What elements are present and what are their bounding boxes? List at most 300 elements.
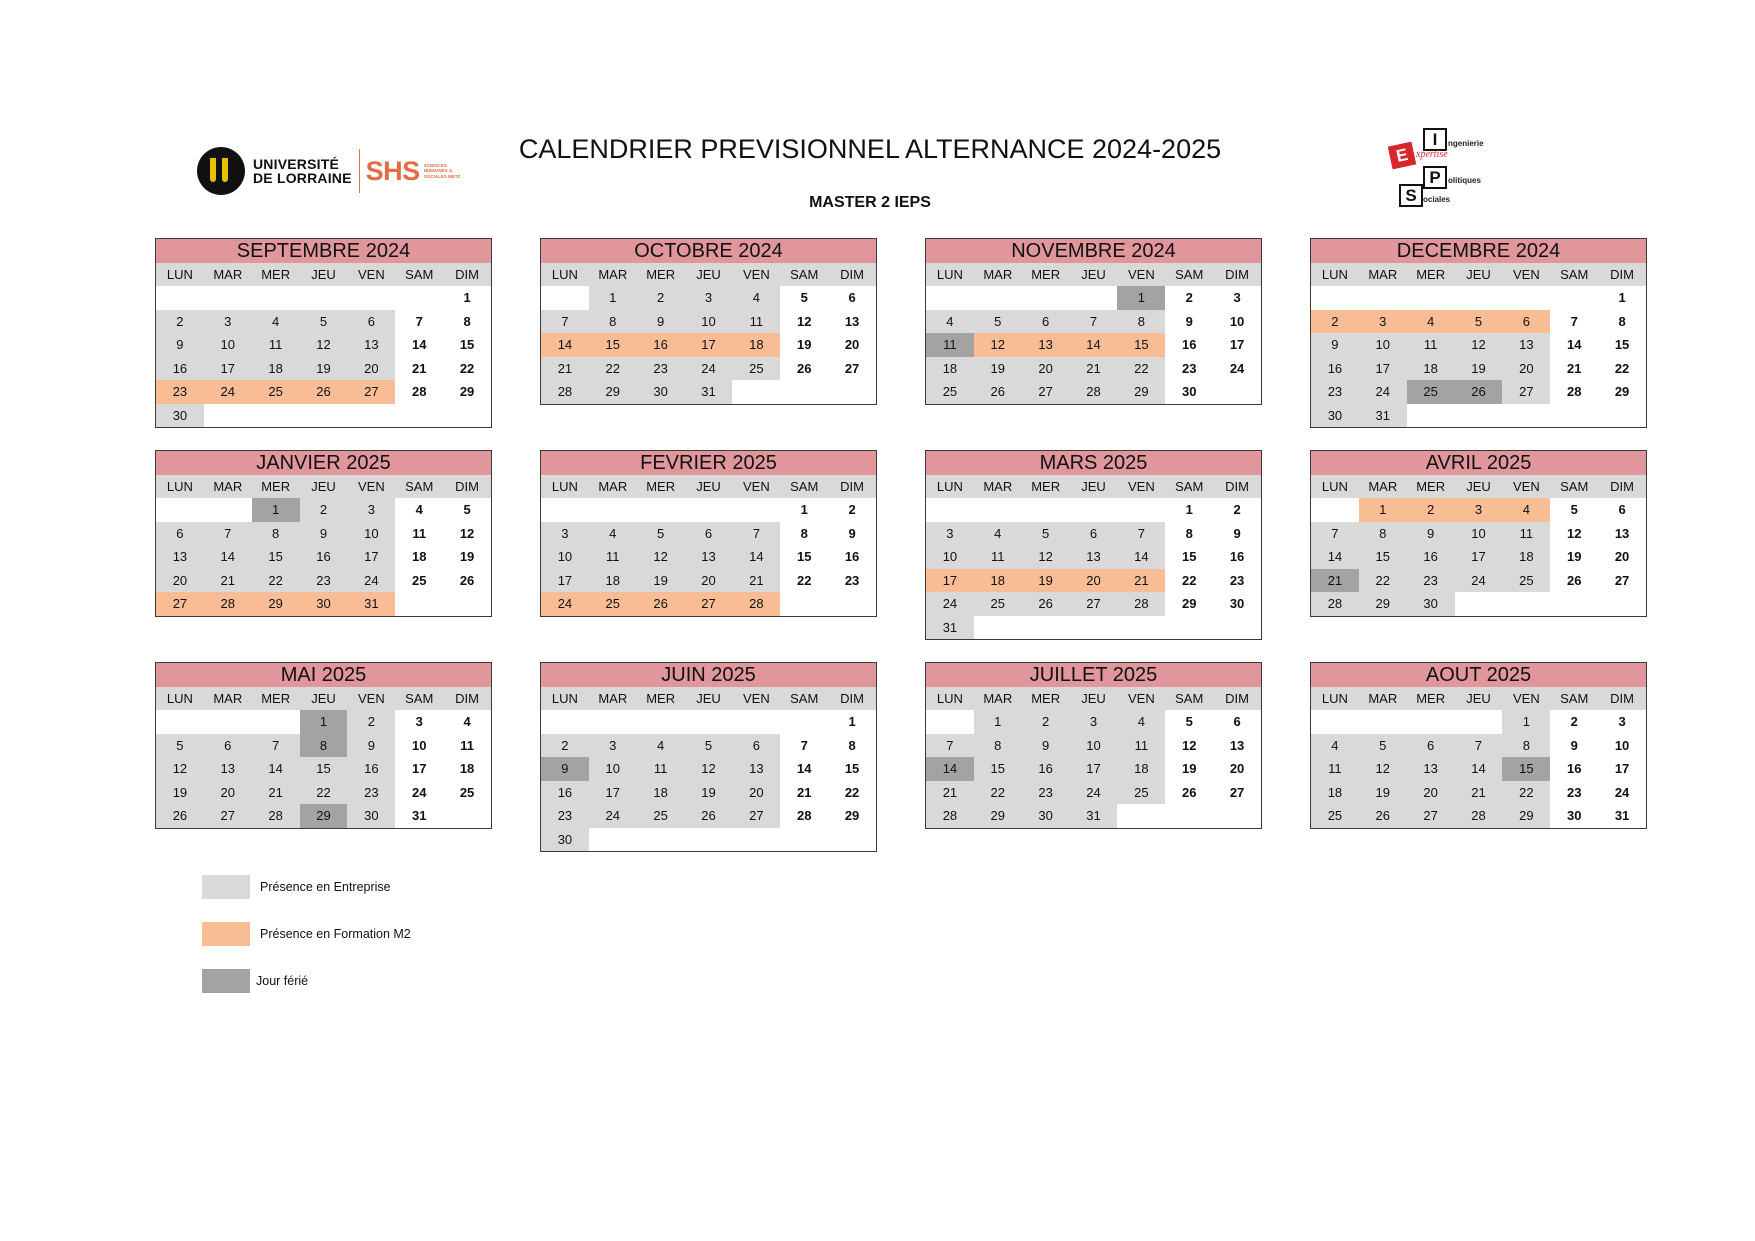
day-cell: 3 xyxy=(347,498,395,522)
weekday-label: VEN xyxy=(1512,267,1540,282)
day-cell: 29 xyxy=(844,808,860,823)
day-cell: 13 xyxy=(156,545,204,569)
day-cell: 24 xyxy=(1614,784,1630,800)
weekday-label: VEN xyxy=(1127,691,1155,706)
day-cell: 10 xyxy=(926,545,974,569)
day-cell: 20 xyxy=(1407,781,1455,805)
weekday-label: MER xyxy=(1031,691,1061,706)
day-cell: 30 xyxy=(541,828,589,852)
day-cell: 26 xyxy=(300,380,348,404)
day-cell: 23 xyxy=(156,380,204,404)
day-cell: 13 xyxy=(732,757,780,781)
month-calendar xyxy=(925,238,1262,405)
day-cell: 14 xyxy=(1070,333,1118,357)
day-cell: 8 xyxy=(1618,313,1626,329)
day-cell: 14 xyxy=(204,545,252,569)
day-cell: 4 xyxy=(637,734,685,758)
weekday-label: JEU xyxy=(696,267,721,282)
day-cell: 26 xyxy=(1359,804,1407,828)
day-cell: 18 xyxy=(1311,781,1359,805)
day-cell: 4 xyxy=(252,310,300,334)
day-cell: 24 xyxy=(411,784,427,800)
weekday-label: JEU xyxy=(311,479,336,494)
day-cell: 26 xyxy=(1566,572,1582,588)
empty-cell xyxy=(1070,286,1118,310)
empty-cell xyxy=(1022,286,1070,310)
day-cell: 15 xyxy=(589,333,637,357)
month-title: OCTOBRE 2024 xyxy=(540,238,877,263)
day-cell: 15 xyxy=(1614,337,1630,352)
day-cell: 5 xyxy=(1570,502,1578,517)
day-cell: 28 xyxy=(1117,592,1165,616)
ieps-logo xyxy=(1390,128,1510,208)
day-cell: 15 xyxy=(459,337,475,352)
empty-cell xyxy=(1455,710,1503,734)
day-cell: 15 xyxy=(796,549,812,564)
day-cell: 6 xyxy=(1618,502,1626,517)
ieps-word-s: ociales xyxy=(1423,195,1451,204)
day-cell: 5 xyxy=(800,290,808,305)
day-cell: 20 xyxy=(1070,569,1118,593)
day-cell: 23 xyxy=(1311,380,1359,404)
day-cell: 19 xyxy=(796,337,812,352)
day-cell: 11 xyxy=(589,545,637,569)
day-cell: 18 xyxy=(411,549,427,564)
day-cell: 12 xyxy=(974,333,1022,357)
day-cell: 25 xyxy=(1407,380,1455,404)
day-cell: 24 xyxy=(204,380,252,404)
day-cell: 18 xyxy=(974,569,1022,593)
weekday-label: MAR xyxy=(598,691,628,706)
day-cell: 13 xyxy=(1614,525,1630,541)
empty-cell xyxy=(780,710,828,734)
day-grid xyxy=(926,286,1261,404)
day-cell: 24 xyxy=(347,569,395,593)
empty-cell xyxy=(300,286,348,310)
day-cell: 30 xyxy=(1407,592,1455,616)
day-cell: 4 xyxy=(463,714,471,729)
day-cell: 30 xyxy=(1566,808,1582,823)
day-cell: 26 xyxy=(974,380,1022,404)
day-cell: 22 xyxy=(974,781,1022,805)
empty-cell xyxy=(732,710,780,734)
weekday-label: VEN xyxy=(742,267,770,282)
empty-cell xyxy=(926,498,974,522)
day-cell: 26 xyxy=(1022,592,1070,616)
day-cell: 2 xyxy=(848,502,856,517)
day-cell: 28 xyxy=(411,384,427,399)
legend-item-entreprise xyxy=(202,875,391,899)
day-cell: 1 xyxy=(1117,286,1165,310)
day-cell: 7 xyxy=(1570,313,1578,329)
day-cell: 6 xyxy=(848,290,856,305)
day-cell: 12 xyxy=(1022,545,1070,569)
legend-label-entreprise: Présence en Entreprise xyxy=(260,880,391,894)
day-cell: 5 xyxy=(1022,522,1070,546)
day-cell: 22 xyxy=(1502,781,1550,805)
empty-cell xyxy=(1311,286,1359,310)
day-cell: 25 xyxy=(926,380,974,404)
day-cell: 26 xyxy=(1455,380,1503,404)
day-cell: 23 xyxy=(1566,784,1582,800)
day-cell: 23 xyxy=(347,781,395,805)
empty-cell xyxy=(974,286,1022,310)
day-cell: 8 xyxy=(974,734,1022,758)
day-cell: 10 xyxy=(1614,737,1630,753)
day-cell: 5 xyxy=(685,734,733,758)
day-cell: 20 xyxy=(1502,357,1550,381)
ieps-letter-p: P xyxy=(1423,166,1447,189)
day-grid xyxy=(541,710,876,851)
day-cell: 30 xyxy=(637,380,685,404)
weekday-header xyxy=(1311,475,1646,498)
weekday-label: DIM xyxy=(1610,479,1634,494)
weekday-label: SAM xyxy=(790,691,819,706)
day-cell: 16 xyxy=(1181,337,1197,352)
day-cell: 1 xyxy=(463,290,471,305)
day-cell: 31 xyxy=(685,380,733,404)
ieps-word-p: olitiques xyxy=(1448,176,1481,185)
empty-cell xyxy=(204,286,252,310)
day-cell: 3 xyxy=(1070,710,1118,734)
day-cell: 20 xyxy=(347,357,395,381)
empty-cell xyxy=(541,498,589,522)
weekday-label: VEN xyxy=(1512,479,1540,494)
weekday-label: MER xyxy=(1416,691,1446,706)
month-calendar xyxy=(155,238,492,428)
empty-cell xyxy=(252,710,300,734)
day-cell: 2 xyxy=(1311,310,1359,334)
weekday-label: MER xyxy=(261,691,291,706)
day-cell: 3 xyxy=(1233,290,1241,305)
day-cell: 17 xyxy=(411,761,427,776)
weekday-header xyxy=(926,687,1261,710)
weekday-label: SAM xyxy=(1560,267,1589,282)
day-cell: 31 xyxy=(347,592,395,616)
day-cell: 2 xyxy=(1022,710,1070,734)
weekday-label: MAR xyxy=(983,267,1013,282)
day-cell: 11 xyxy=(637,757,685,781)
empty-cell xyxy=(637,498,685,522)
weekday-label: MER xyxy=(1416,267,1446,282)
day-cell: 16 xyxy=(1407,545,1455,569)
day-cell: 20 xyxy=(685,569,733,593)
ieps-letter-s: S xyxy=(1399,184,1423,207)
day-cell: 23 xyxy=(637,357,685,381)
day-cell: 11 xyxy=(926,333,974,357)
day-cell: 29 xyxy=(1181,596,1197,611)
legend-swatch-formation xyxy=(202,922,250,946)
month-calendar xyxy=(1310,662,1647,829)
day-cell: 17 xyxy=(1614,761,1630,776)
day-cell: 25 xyxy=(459,784,475,800)
empty-cell xyxy=(974,498,1022,522)
weekday-label: MAR xyxy=(598,479,628,494)
day-cell: 20 xyxy=(844,337,860,352)
empty-cell xyxy=(1407,710,1455,734)
day-cell: 28 xyxy=(926,804,974,828)
day-cell: 2 xyxy=(1233,502,1241,517)
day-cell: 28 xyxy=(204,592,252,616)
day-cell: 4 xyxy=(732,286,780,310)
day-cell: 29 xyxy=(589,380,637,404)
day-cell: 9 xyxy=(1311,333,1359,357)
weekday-label: MER xyxy=(1031,479,1061,494)
day-cell: 4 xyxy=(1117,710,1165,734)
day-cell: 18 xyxy=(732,333,780,357)
day-cell: 26 xyxy=(459,572,475,588)
day-cell: 9 xyxy=(1022,734,1070,758)
empty-cell xyxy=(637,710,685,734)
day-cell: 17 xyxy=(1359,357,1407,381)
weekday-label: MER xyxy=(261,479,291,494)
month-title: AVRIL 2025 xyxy=(1310,450,1647,475)
day-cell: 5 xyxy=(974,310,1022,334)
day-cell: 24 xyxy=(589,804,637,828)
day-cell: 2 xyxy=(1185,290,1193,305)
weekday-label: JEU xyxy=(1081,691,1106,706)
empty-cell xyxy=(156,286,204,310)
day-cell: 24 xyxy=(685,357,733,381)
day-cell: 6 xyxy=(732,734,780,758)
day-cell: 5 xyxy=(637,522,685,546)
weekday-label: SAM xyxy=(1560,691,1589,706)
day-cell: 13 xyxy=(1022,333,1070,357)
day-cell: 29 xyxy=(459,384,475,399)
weekday-label: JEU xyxy=(1466,267,1491,282)
day-cell: 21 xyxy=(204,569,252,593)
day-cell: 21 xyxy=(926,781,974,805)
day-cell: 21 xyxy=(1070,357,1118,381)
day-cell: 16 xyxy=(347,757,395,781)
page-subtitle: MASTER 2 IEPS xyxy=(809,194,931,211)
day-cell: 12 xyxy=(637,545,685,569)
weekday-label: MER xyxy=(1416,479,1446,494)
day-cell: 22 xyxy=(300,781,348,805)
day-cell: 11 xyxy=(974,545,1022,569)
weekday-label: JEU xyxy=(311,691,336,706)
day-cell: 19 xyxy=(974,357,1022,381)
day-cell: 23 xyxy=(1022,781,1070,805)
day-cell: 5 xyxy=(1359,734,1407,758)
day-grid xyxy=(156,286,491,427)
day-cell: 20 xyxy=(1022,357,1070,381)
day-cell: 5 xyxy=(463,502,471,517)
day-cell: 11 xyxy=(1117,734,1165,758)
day-cell: 27 xyxy=(844,360,860,376)
day-cell: 19 xyxy=(1359,781,1407,805)
day-cell: 13 xyxy=(347,333,395,357)
day-cell: 19 xyxy=(685,781,733,805)
day-cell: 12 xyxy=(796,313,812,329)
day-cell: 26 xyxy=(1181,784,1197,800)
weekday-label: JEU xyxy=(696,691,721,706)
day-cell: 6 xyxy=(347,310,395,334)
day-cell: 27 xyxy=(1614,572,1630,588)
empty-cell xyxy=(1455,286,1503,310)
day-cell: 11 xyxy=(1311,757,1359,781)
day-cell: 7 xyxy=(1117,522,1165,546)
day-cell: 18 xyxy=(252,357,300,381)
day-cell: 30 xyxy=(1181,384,1197,399)
weekday-header xyxy=(156,475,491,498)
day-cell: 12 xyxy=(459,525,475,541)
day-cell: 27 xyxy=(1407,804,1455,828)
day-cell: 8 xyxy=(800,525,808,541)
day-cell: 25 xyxy=(252,380,300,404)
weekday-header xyxy=(926,475,1261,498)
day-cell: 19 xyxy=(1455,357,1503,381)
day-cell: 16 xyxy=(844,549,860,564)
day-cell: 26 xyxy=(685,804,733,828)
day-cell: 2 xyxy=(637,286,685,310)
day-cell: 21 xyxy=(1117,569,1165,593)
weekday-label: LUN xyxy=(551,479,578,494)
weekday-label: MAR xyxy=(983,691,1013,706)
day-cell: 28 xyxy=(1070,380,1118,404)
day-cell: 4 xyxy=(589,522,637,546)
day-cell: 16 xyxy=(1311,357,1359,381)
day-cell: 8 xyxy=(1359,522,1407,546)
day-cell: 10 xyxy=(589,757,637,781)
empty-cell xyxy=(1022,498,1070,522)
month-calendar xyxy=(540,450,877,617)
day-cell: 17 xyxy=(541,569,589,593)
weekday-label: LUN xyxy=(1321,267,1348,282)
day-cell: 30 xyxy=(1311,404,1359,428)
day-cell: 27 xyxy=(1502,380,1550,404)
day-cell: 7 xyxy=(732,522,780,546)
day-cell: 15 xyxy=(252,545,300,569)
day-cell: 5 xyxy=(300,310,348,334)
day-cell: 11 xyxy=(732,310,780,334)
weekday-label: SAM xyxy=(1175,691,1204,706)
day-cell: 15 xyxy=(974,757,1022,781)
day-cell: 22 xyxy=(844,784,860,800)
day-cell: 6 xyxy=(1070,522,1118,546)
day-cell: 1 xyxy=(300,710,348,734)
day-cell: 10 xyxy=(1070,734,1118,758)
weekday-header xyxy=(926,263,1261,286)
day-cell: 19 xyxy=(637,569,685,593)
day-cell: 12 xyxy=(1359,757,1407,781)
day-cell: 2 xyxy=(300,498,348,522)
ul-logo-mark xyxy=(197,147,245,195)
empty-cell xyxy=(926,710,974,734)
day-cell: 23 xyxy=(1181,360,1197,376)
day-cell: 1 xyxy=(800,502,808,517)
weekday-label: MAR xyxy=(213,479,243,494)
day-cell: 2 xyxy=(347,710,395,734)
day-cell: 13 xyxy=(1070,545,1118,569)
day-cell: 30 xyxy=(1229,596,1245,611)
weekday-label: LUN xyxy=(166,691,193,706)
day-grid xyxy=(156,498,491,616)
day-cell: 1 xyxy=(1618,290,1626,305)
day-cell: 10 xyxy=(411,737,427,753)
day-cell: 30 xyxy=(156,404,204,428)
day-cell: 9 xyxy=(637,310,685,334)
day-cell: 8 xyxy=(1185,525,1193,541)
month-calendar xyxy=(1310,450,1647,617)
day-cell: 15 xyxy=(1181,549,1197,564)
weekday-label: LUN xyxy=(1321,691,1348,706)
day-cell: 6 xyxy=(1502,310,1550,334)
day-cell: 26 xyxy=(637,592,685,616)
weekday-label: DIM xyxy=(840,267,864,282)
day-cell: 15 xyxy=(1117,333,1165,357)
day-grid xyxy=(926,498,1261,639)
day-cell: 17 xyxy=(589,781,637,805)
weekday-label: SAM xyxy=(1175,267,1204,282)
day-cell: 9 xyxy=(1185,313,1193,329)
day-cell: 10 xyxy=(1359,333,1407,357)
empty-cell xyxy=(1407,286,1455,310)
day-cell: 14 xyxy=(411,337,427,352)
day-cell: 29 xyxy=(1502,804,1550,828)
weekday-label: VEN xyxy=(357,479,385,494)
day-cell: 9 xyxy=(300,522,348,546)
day-cell: 17 xyxy=(1229,337,1245,352)
day-cell: 3 xyxy=(926,522,974,546)
day-cell: 13 xyxy=(1229,737,1245,753)
day-cell: 19 xyxy=(156,781,204,805)
day-cell: 25 xyxy=(732,357,780,381)
empty-cell xyxy=(156,710,204,734)
legend-swatch-ferie xyxy=(202,969,250,993)
day-cell: 25 xyxy=(637,804,685,828)
day-cell: 21 xyxy=(1566,360,1582,376)
day-cell: 9 xyxy=(541,757,589,781)
day-cell: 2 xyxy=(1407,498,1455,522)
day-cell: 17 xyxy=(347,545,395,569)
month-calendar xyxy=(155,450,492,617)
day-cell: 27 xyxy=(732,804,780,828)
day-cell: 4 xyxy=(1311,734,1359,758)
day-cell: 23 xyxy=(1407,569,1455,593)
day-cell: 6 xyxy=(156,522,204,546)
legend-swatch-entreprise xyxy=(202,875,250,899)
day-cell: 5 xyxy=(156,734,204,758)
day-cell: 28 xyxy=(796,808,812,823)
day-cell: 19 xyxy=(300,357,348,381)
day-cell: 4 xyxy=(1407,310,1455,334)
weekday-label: LUN xyxy=(166,479,193,494)
day-cell: 28 xyxy=(1566,384,1582,399)
day-grid xyxy=(1311,286,1646,427)
day-cell: 24 xyxy=(926,592,974,616)
day-cell: 10 xyxy=(347,522,395,546)
empty-cell xyxy=(589,710,637,734)
weekday-label: SAM xyxy=(1175,479,1204,494)
empty-cell xyxy=(732,498,780,522)
day-cell: 25 xyxy=(1117,781,1165,805)
shs-logo-subtext: SCIENCES HUMAINES & SOCIALES METZ xyxy=(423,162,461,179)
day-cell: 7 xyxy=(800,737,808,753)
day-cell: 24 xyxy=(1229,360,1245,376)
month-title: SEPTEMBRE 2024 xyxy=(155,238,492,263)
day-cell: 12 xyxy=(685,757,733,781)
month-title: AOUT 2025 xyxy=(1310,662,1647,687)
day-cell: 10 xyxy=(1229,313,1245,329)
weekday-label: MAR xyxy=(598,267,628,282)
day-cell: 16 xyxy=(1566,761,1582,776)
month-title: NOVEMBRE 2024 xyxy=(925,238,1262,263)
weekday-label: VEN xyxy=(357,267,385,282)
month-title: JANVIER 2025 xyxy=(155,450,492,475)
day-grid xyxy=(1311,710,1646,828)
day-cell: 22 xyxy=(1359,569,1407,593)
